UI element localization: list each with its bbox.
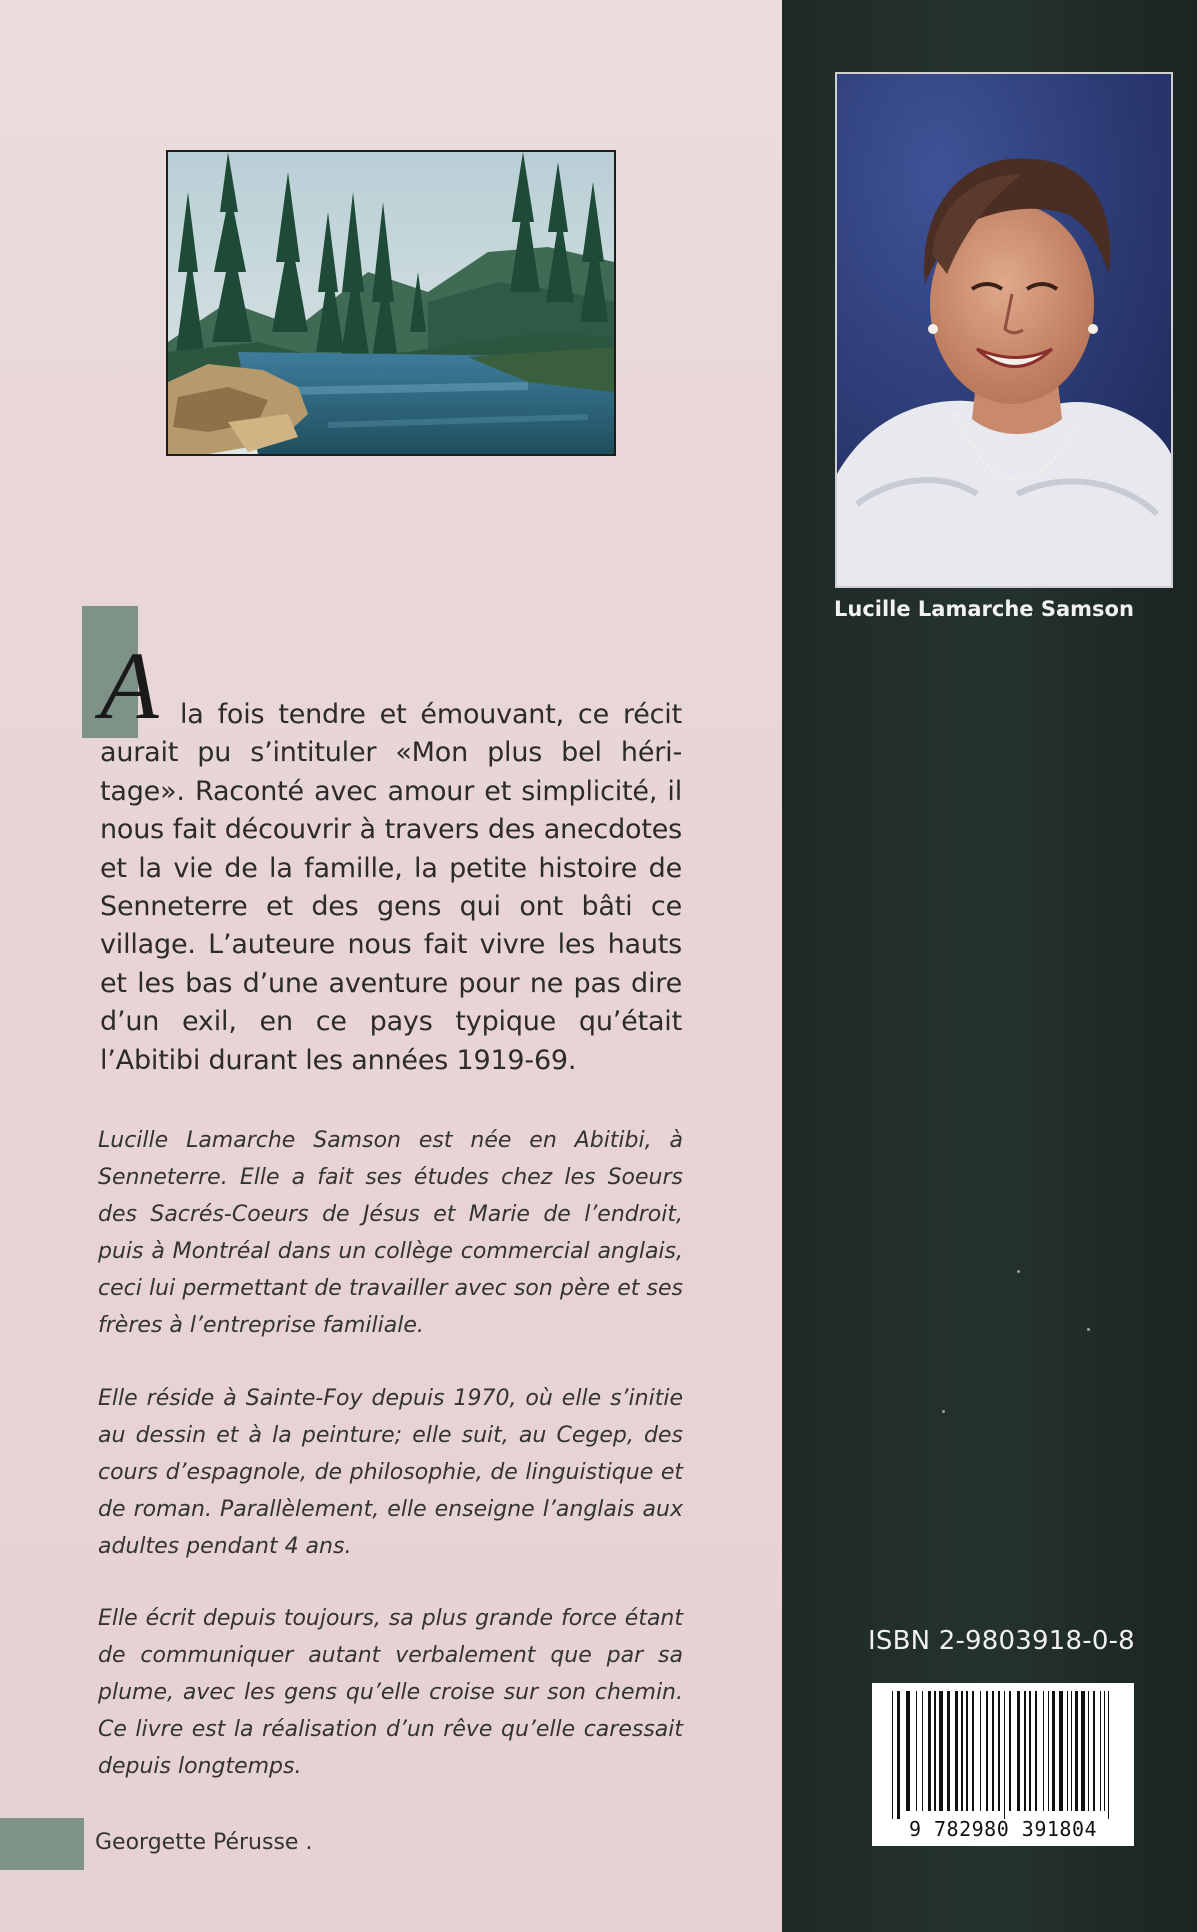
isbn-label: ISBN 2-9803918-0-8 [868, 1626, 1135, 1656]
barcode-bar [961, 1691, 963, 1811]
barcode-number: 9 782980 391804 [908, 1817, 1098, 1841]
barcode-bar [1035, 1691, 1037, 1811]
barcode-bar [955, 1691, 958, 1811]
barcode-bar [1029, 1691, 1031, 1811]
bio-paragraph: Elle écrit depuis toujours, sa plus grande force étant de communiquer autant verbalement que par sa plume, avec les gens qu’elle croise sur son chemin. Ce livre est la réalisation d’un rêve qu’elle caressait depuis longtemps. [98, 1606, 683, 1779]
barcode-bar [1071, 1691, 1072, 1811]
barcode-bar [972, 1691, 974, 1811]
barcode-bar [916, 1691, 917, 1811]
barcode-bar [1075, 1691, 1078, 1811]
drop-cap-letter: A [100, 632, 159, 739]
speck [1017, 1270, 1020, 1273]
barcode-bar [892, 1691, 893, 1819]
barcode-bar [992, 1691, 994, 1811]
barcode-bar [1081, 1691, 1085, 1811]
barcode-bar [1052, 1691, 1055, 1811]
barcode-bar [1048, 1691, 1049, 1811]
barcode-bar [939, 1691, 943, 1811]
speck [942, 1410, 945, 1413]
barcode-bar [966, 1691, 968, 1811]
landscape-painting-icon [166, 150, 616, 456]
blurb-paragraph: la fois tendre et émouvant, ce récit aurait pu s’intituler «Mon plus bel héri-tage». Raconté avec amour et simplicité, il nous fait découvrir à travers des anecdotes et la vie de la famille, la petite histoire de Senneterre et des gens qui ont bâti ce village. L’auteure nous fait vivre les hauts et les bas d’une aventure pour ne pas dire d’un exil, en ce pays typique qu’était l’Abitibi durant les années 1919-69. [100, 699, 682, 1076]
barcode-bar [947, 1691, 950, 1811]
barcode-bar [1088, 1691, 1089, 1811]
barcode-bar [906, 1691, 910, 1811]
barcode-bar [986, 1691, 988, 1811]
barcode-bar [934, 1691, 936, 1811]
barcode [872, 1683, 1134, 1846]
barcode-bar [1108, 1691, 1109, 1819]
barcode-bar [1004, 1691, 1005, 1819]
barcode-bar [1043, 1691, 1044, 1811]
barcode-bar [922, 1691, 923, 1811]
barcode-bar [1100, 1691, 1101, 1811]
barcode-bar [1024, 1691, 1026, 1811]
barcode-bar [980, 1691, 981, 1811]
barcode-bar [1104, 1691, 1105, 1811]
barcode-bar [998, 1691, 1000, 1811]
barcode-bar [1009, 1691, 1011, 1811]
speck [1087, 1328, 1090, 1331]
bio-paragraph: Lucille Lamarche Samson est née en Abitibi, à Senneterre. Elle a fait ses études chez les Soeurs des Sacrés-Coeurs de Jésus et Marie de l’endroit, puis à Montréal dans un collège commercial anglais, ceci lui permettant de travailler avec son père et ses frères à l’entreprise familiale. [98, 1128, 683, 1338]
barcode-bar [928, 1691, 931, 1811]
photo-caption: Lucille Lamarche Samson [834, 597, 1134, 621]
barcode-bar [1067, 1691, 1068, 1811]
signature-accent-block [0, 1818, 84, 1870]
barcode-bar [897, 1691, 900, 1819]
barcode-bar [1093, 1691, 1095, 1811]
barcode-bar [1059, 1691, 1063, 1811]
author-portrait-icon [835, 72, 1173, 588]
barcode-bar [1017, 1691, 1020, 1811]
barcode-bars-icon [892, 1691, 1114, 1819]
bio-paragraph: Elle réside à Sainte-Foy depuis 1970, où elle s’initie au dessin et à la peinture; elle suit, au Cegep, des cours d’espagnole, de philosophie, de linguistique et de roman. Parallèlement, elle enseigne l’anglais aux adultes pendant 4 ans. [98, 1386, 683, 1559]
signature-credit: Georgette Pérusse . [95, 1830, 313, 1855]
